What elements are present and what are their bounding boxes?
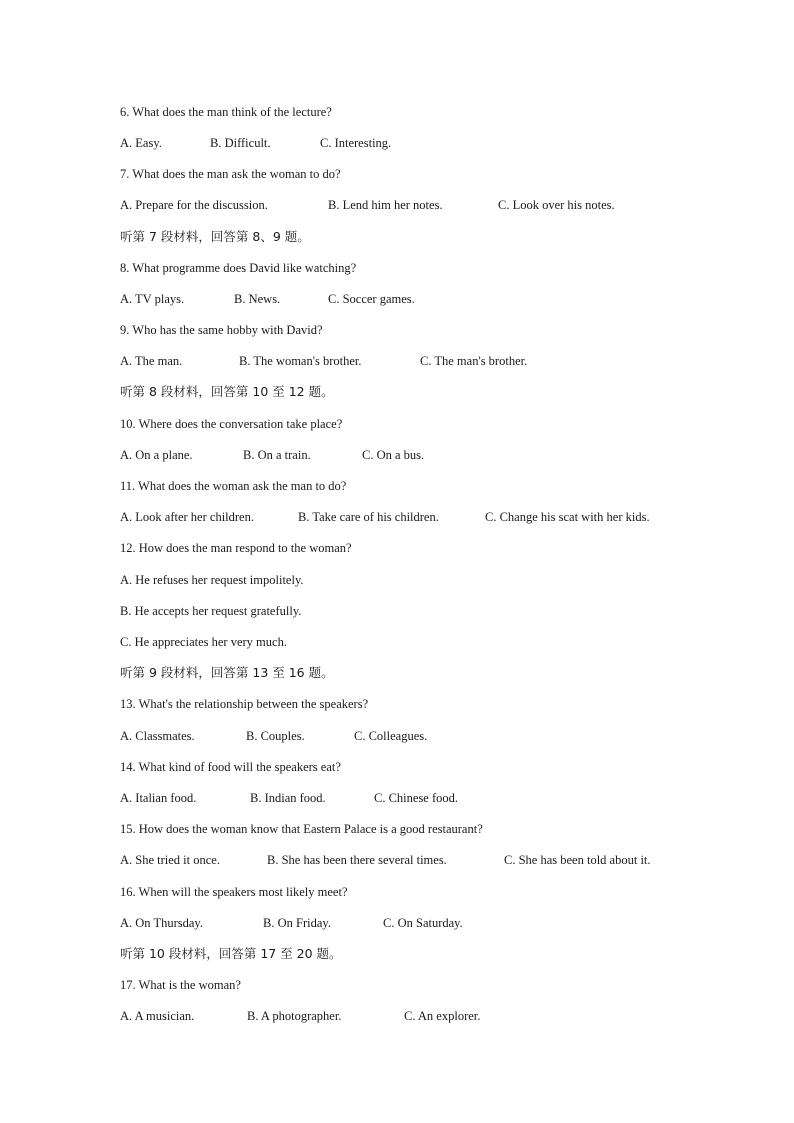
q14-option-a: A. Italian food. (120, 791, 197, 805)
section-heading-8: 听第 8 段材料，回答第 10 至 12 题。 (120, 384, 334, 399)
q6-option-a: A. Easy. (120, 136, 162, 150)
q10-option-b: B. On a train. (243, 448, 311, 462)
q7-option-a: A. Prepare for the discussion. (120, 198, 268, 212)
question-9: 9. Who has the same hobby with David? (120, 323, 323, 337)
q12-option-c: C. He appreciates her very much. (120, 635, 287, 649)
question-15: 15. How does the woman know that Eastern Palace is a good restaurant? (120, 822, 483, 836)
q13-option-b: B. Couples. (246, 729, 305, 743)
q12-option-a: A. He refuses her request impolitely. (120, 573, 304, 587)
q9-option-c: C. The man's brother. (420, 354, 528, 368)
q10-option-a: A. On a plane. (120, 448, 193, 462)
q13-option-c: C. Colleagues. (354, 729, 428, 743)
q16-option-b: B. On Friday. (263, 916, 331, 930)
q8-option-b: B. News. (234, 292, 281, 306)
q7-option-c: C. Look over his notes. (498, 198, 615, 212)
section-heading-10: 听第 10 段材料，回答第 17 至 20 题。 (120, 946, 342, 961)
question-12: 12. How does the man respond to the woman? (120, 541, 352, 555)
q8-option-c: C. Soccer games. (328, 292, 415, 306)
q15-option-c: C. She has been told about it. (504, 853, 651, 867)
q14-option-c: C. Chinese food. (374, 791, 459, 805)
question-11: 11. What does the woman ask the man to do? (120, 479, 347, 493)
q17-option-b: B. A photographer. (247, 1009, 342, 1023)
q11-option-a: A. Look after her children. (120, 510, 254, 524)
question-8: 8. What programme does David like watching? (120, 261, 357, 275)
question-16: 16. When will the speakers most likely meet? (120, 885, 348, 899)
q15-option-a: A. She tried it once. (120, 853, 220, 867)
q11-option-c: C. Change his scat with her kids. (485, 510, 650, 524)
question-17: 17. What is the woman? (120, 978, 241, 992)
q17-option-c: C. An explorer. (404, 1009, 481, 1023)
question-7: 7. What does the man ask the woman to do? (120, 167, 341, 181)
q14-option-b: B. Indian food. (250, 791, 326, 805)
q6-option-c: C. Interesting. (320, 136, 392, 150)
question-10: 10. Where does the conversation take place? (120, 417, 343, 431)
q13-option-a: A. Classmates. (120, 729, 195, 743)
q15-option-b: B. She has been there several times. (267, 853, 447, 867)
q16-option-c: C. On Saturday. (383, 916, 463, 930)
question-13: 13. What's the relationship between the speakers? (120, 697, 369, 711)
section-heading-7: 听第 7 段材料，回答第 8、9 题。 (120, 229, 310, 244)
q16-option-a: A. On Thursday. (120, 916, 203, 930)
q7-option-b: B. Lend him her notes. (328, 198, 443, 212)
q9-option-b: B. The woman's brother. (239, 354, 362, 368)
q8-option-a: A. TV plays. (120, 292, 185, 306)
q10-option-c: C. On a bus. (362, 448, 425, 462)
q9-option-a: A. The man. (120, 354, 183, 368)
q6-option-b: B. Difficult. (210, 136, 271, 150)
section-heading-9: 听第 9 段材料，回答第 13 至 16 题。 (120, 665, 334, 680)
q12-option-b: B. He accepts her request gratefully. (120, 604, 302, 618)
q11-option-b: B. Take care of his children. (298, 510, 439, 524)
q17-option-a: A. A musician. (120, 1009, 195, 1023)
question-6: 6. What does the man think of the lecture? (120, 105, 332, 119)
question-14: 14. What kind of food will the speakers eat? (120, 760, 341, 774)
